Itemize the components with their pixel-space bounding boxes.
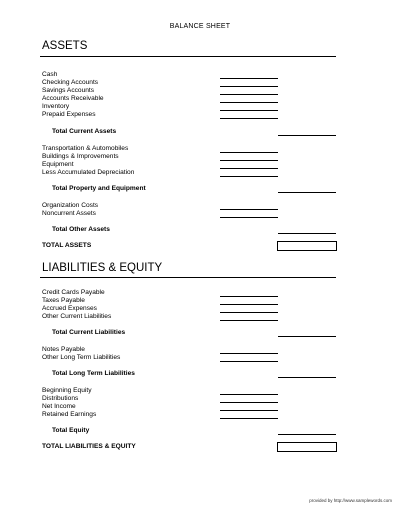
entry-line[interactable] <box>220 410 278 411</box>
liability-item: Other Long Term Liabilities <box>42 354 121 361</box>
entry-line[interactable] <box>220 320 278 321</box>
asset-item: Savings Accounts <box>42 87 95 94</box>
total-line[interactable] <box>278 434 336 435</box>
entry-line[interactable] <box>220 94 278 95</box>
total-line[interactable] <box>278 192 336 193</box>
total-line[interactable] <box>278 336 336 337</box>
entry-line[interactable] <box>220 160 278 161</box>
entry-line[interactable] <box>220 176 278 177</box>
liability-item: Other Current Liabilities <box>42 313 112 320</box>
asset-item: Cash <box>42 71 58 78</box>
liability-item: Accrued Expenses <box>42 305 97 312</box>
entry-line[interactable] <box>220 152 278 153</box>
total-liabilities-equity-box[interactable] <box>277 442 337 452</box>
total-longterm-liabilities-label: Total Long Term Liabilities <box>52 370 135 377</box>
equity-item: Beginning Equity <box>42 387 92 394</box>
entry-line[interactable] <box>220 361 278 362</box>
assets-heading-rule <box>40 56 336 57</box>
entry-line[interactable] <box>220 118 278 119</box>
entry-line[interactable] <box>220 217 278 218</box>
asset-item: Prepaid Expenses <box>42 111 96 118</box>
asset-item: Checking Accounts <box>42 79 99 86</box>
total-liabilities-equity-label: TOTAL LIABILITIES & EQUITY <box>42 443 136 450</box>
equity-item: Net Income <box>42 403 76 410</box>
entry-line[interactable] <box>220 312 278 313</box>
entry-line[interactable] <box>220 86 278 87</box>
asset-item: Inventory <box>42 103 70 110</box>
total-assets-box[interactable] <box>277 241 337 251</box>
asset-item: Equipment <box>42 161 74 168</box>
asset-item: Buildings & Improvements <box>42 153 119 160</box>
total-line[interactable] <box>278 377 336 378</box>
footer-credit[interactable]: provided by http://www.samplewords.com <box>309 498 392 503</box>
total-property-label: Total Property and Equipment <box>52 185 146 192</box>
entry-line[interactable] <box>220 418 278 419</box>
assets-heading: ASSETS <box>42 40 88 52</box>
total-current-liabilities-label: Total Current Liabilities <box>52 329 126 336</box>
equity-item: Retained Earnings <box>42 411 97 418</box>
liabilities-heading-rule <box>40 277 336 278</box>
entry-line[interactable] <box>220 209 278 210</box>
liabilities-heading: LIABILITIES & EQUITY <box>42 262 163 274</box>
entry-line[interactable] <box>220 78 278 79</box>
liability-item: Notes Payable <box>42 346 85 353</box>
asset-item: Accounts Receivable <box>42 95 104 102</box>
total-line[interactable] <box>278 233 336 234</box>
entry-line[interactable] <box>220 304 278 305</box>
total-assets-label: TOTAL ASSETS <box>42 242 92 249</box>
entry-line[interactable] <box>220 168 278 169</box>
entry-line[interactable] <box>220 296 278 297</box>
entry-line[interactable] <box>220 353 278 354</box>
document-title: BALANCE SHEET <box>169 23 231 30</box>
asset-item: Noncurrent Assets <box>42 210 96 217</box>
entry-line[interactable] <box>220 402 278 403</box>
liability-item: Taxes Payable <box>42 297 85 304</box>
total-current-assets-label: Total Current Assets <box>52 128 117 135</box>
entry-line[interactable] <box>220 110 278 111</box>
total-other-assets-label: Total Other Assets <box>52 226 110 233</box>
equity-item: Distributions <box>42 395 79 402</box>
asset-item: Transportation & Automobiles <box>42 145 129 152</box>
liability-item: Credit Cards Payable <box>42 289 105 296</box>
total-equity-label: Total Equity <box>52 427 90 434</box>
asset-item: Less Accumulated Depreciation <box>42 169 135 176</box>
entry-line[interactable] <box>220 102 278 103</box>
total-line[interactable] <box>278 135 336 136</box>
asset-item: Organization Costs <box>42 202 99 209</box>
entry-line[interactable] <box>220 394 278 395</box>
